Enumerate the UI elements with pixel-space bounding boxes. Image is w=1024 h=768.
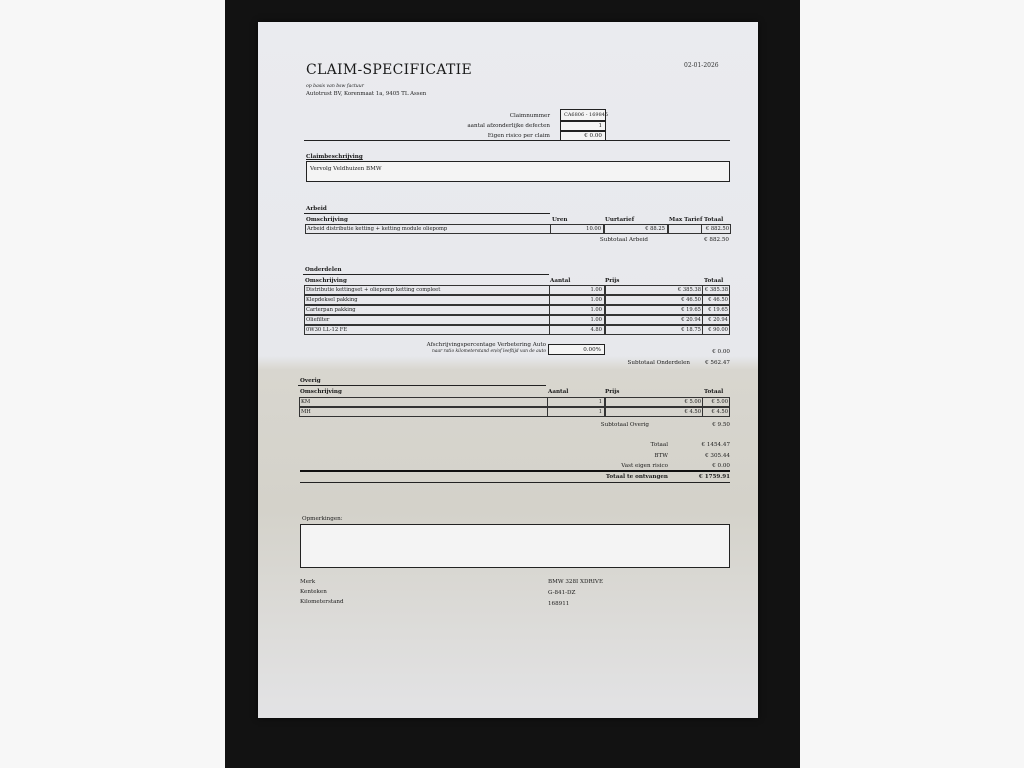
onderdeel-totaal: € 385.38 (704, 287, 728, 293)
company-address: Autotrust BV, Korenmaat 1a, 9405 TL Assen (306, 91, 427, 97)
arbeid-omschrijving: Arbeid distributie ketting + ketting module oliepomp (307, 226, 448, 232)
overig-omschrijving: KM (301, 399, 311, 405)
ontvangen-label: Totaal te ontvangen (605, 474, 668, 480)
onderdeel-omschrijving: Carterpan pakking (306, 307, 356, 313)
overig-col-totaal: Totaal (704, 389, 724, 395)
onderdeel-totaal: € 19.65 (708, 307, 728, 313)
onderdeel-totaal: € 90.00 (708, 327, 728, 333)
kenteken-value: G-841-DZ (548, 590, 576, 596)
eigen-risico-label: Eigen risico per claim (487, 133, 550, 139)
onderdeel-prijs: € 46.50 (681, 297, 701, 303)
onderdeel-omschrijving: Distributie kettingset + oliepomp ketting compleet (306, 287, 441, 293)
overig-prijs: € 4.50 (684, 409, 701, 415)
vast-risico-value: € 0.00 (712, 463, 730, 469)
onderdeel-prijs: € 385.38 (677, 287, 701, 293)
arbeid-subtotaal: € 882.50 (704, 237, 729, 243)
arbeid-uurtarief: € 88.25 (645, 226, 665, 232)
afschrijving-totaal: € 0.00 (712, 349, 730, 355)
overig-col-aantal: Aantal (548, 389, 569, 395)
arbeid-col-uren: Uren (552, 217, 568, 223)
vast-risico-label: Vast eigen risico (621, 463, 668, 469)
defecten-value: 1 (598, 123, 602, 129)
claim-document (258, 22, 758, 718)
eigen-risico-value: € 0.00 (584, 133, 602, 139)
onderdelen-col-prijs: Prijs (605, 278, 620, 284)
totaal-label: Totaal (650, 442, 668, 448)
overig-totaal: € 4.50 (711, 409, 728, 415)
overig-col-omschrijving: Omschrijving (300, 389, 342, 395)
kilometerstand-label: Kilometerstand (300, 599, 344, 605)
document-subtitle: op basis van bsw factuur (306, 84, 364, 89)
onderdeel-omschrijving: Oliefilter (306, 317, 330, 323)
overig-heading: Overig (300, 378, 321, 384)
beschrijving-box (306, 161, 730, 182)
btw-label: BTW (654, 453, 668, 459)
arbeid-col-max: Max Tarief (669, 217, 703, 223)
overig-omschrijving: MH (301, 409, 311, 415)
arbeid-totaal: € 882.50 (705, 226, 729, 232)
ontvangen-value: € 1759.91 (698, 474, 730, 480)
arbeid-max-cell (668, 224, 702, 234)
beschrijving-text: Vervolg Veldhuizen BMW (310, 166, 382, 172)
claimnummer-label: Claimnummer (509, 113, 550, 119)
document-paper (258, 22, 758, 718)
onderdeel-aantal: 4.80 (590, 327, 602, 333)
opmerkingen-heading: Opmerkingen: (302, 516, 343, 522)
afschrijving-note: naar ratio kilometerstand en/of leeftijd van de auto (432, 349, 546, 354)
document-date: 02-01-2026 (684, 62, 719, 69)
onderdeel-prijs: € 19.65 (681, 307, 701, 313)
overig-subtotaal-label: Subtotaal Overig (600, 422, 649, 428)
onderdeel-omschrijving: Klepdeksel pakking (306, 297, 358, 303)
btw-value: € 305.44 (705, 453, 730, 459)
onderdeel-aantal: 1.00 (590, 317, 602, 323)
arbeid-col-omschrijving: Omschrijving (306, 217, 348, 223)
totals-divider (300, 470, 730, 472)
onderdeel-aantal: 1.00 (590, 307, 602, 313)
overig-aantal: 1 (598, 399, 602, 405)
beschrijving-heading: Claimbeschrijving (306, 154, 363, 160)
defecten-label: aantal afzonderlijke defecten (467, 123, 550, 129)
claimnummer-value: CA6806 - 169845 (564, 112, 609, 118)
kilometerstand-value: 168911 (548, 601, 570, 607)
afschrijving-pct: 0.00% (583, 347, 601, 353)
onderdelen-heading: Onderdelen (305, 267, 342, 273)
arbeid-subtotaal-label: Subtotaal Arbeid (599, 237, 648, 243)
background-right (800, 0, 1024, 768)
totaal-value: € 1454.47 (701, 442, 730, 448)
arbeid-heading: Arbeid (306, 206, 327, 212)
onderdeel-prijs: € 20.94 (681, 317, 701, 323)
onderdeel-omschrijving: 0W30 LL-12 FE (306, 327, 348, 333)
claimnummer-box (560, 109, 609, 121)
opmerkingen-box (300, 524, 730, 568)
background-left (0, 0, 225, 768)
afschrijving-label: Afschrijvingspercentage Verbetering Auto (426, 342, 546, 348)
onderdelen-col-omschrijving: Omschrijving (305, 278, 347, 284)
divider (300, 482, 730, 483)
merk-value: BMW 328I XDRIVE (548, 579, 604, 585)
divider (304, 213, 550, 214)
kenteken-label: Kenteken (300, 589, 327, 595)
onderdeel-totaal: € 20.94 (708, 317, 728, 323)
onderdelen-col-totaal: Totaal (704, 278, 724, 284)
document-title: CLAIM-SPECIFICATIE (306, 62, 472, 78)
onderdelen-subtotaal: € 562.47 (705, 360, 730, 366)
overig-totaal: € 5.00 (711, 399, 728, 405)
divider (303, 274, 549, 275)
onderdeel-totaal: € 46.50 (708, 297, 728, 303)
overig-aantal: 1 (598, 409, 602, 415)
overig-subtotaal: € 9.50 (712, 422, 730, 428)
merk-label: Merk (300, 579, 316, 585)
onderdelen-col-aantal: Aantal (550, 278, 571, 284)
defecten-box (560, 121, 606, 131)
divider (298, 385, 546, 386)
arbeid-uren: 10.00 (586, 226, 601, 232)
overig-prijs: € 5.00 (684, 399, 701, 405)
onderdelen-subtotaal-label: Subtotaal Onderdelen (627, 360, 690, 366)
onderdeel-prijs: € 18.75 (681, 327, 701, 333)
overig-col-prijs: Prijs (605, 389, 620, 395)
divider (304, 140, 730, 141)
arbeid-col-uurtarief: Uurtarief (605, 217, 635, 223)
onderdeel-aantal: 1.00 (590, 287, 602, 293)
afschrijving-box (548, 344, 605, 355)
arbeid-col-totaal: Totaal (704, 217, 724, 223)
onderdeel-aantal: 1.00 (590, 297, 602, 303)
